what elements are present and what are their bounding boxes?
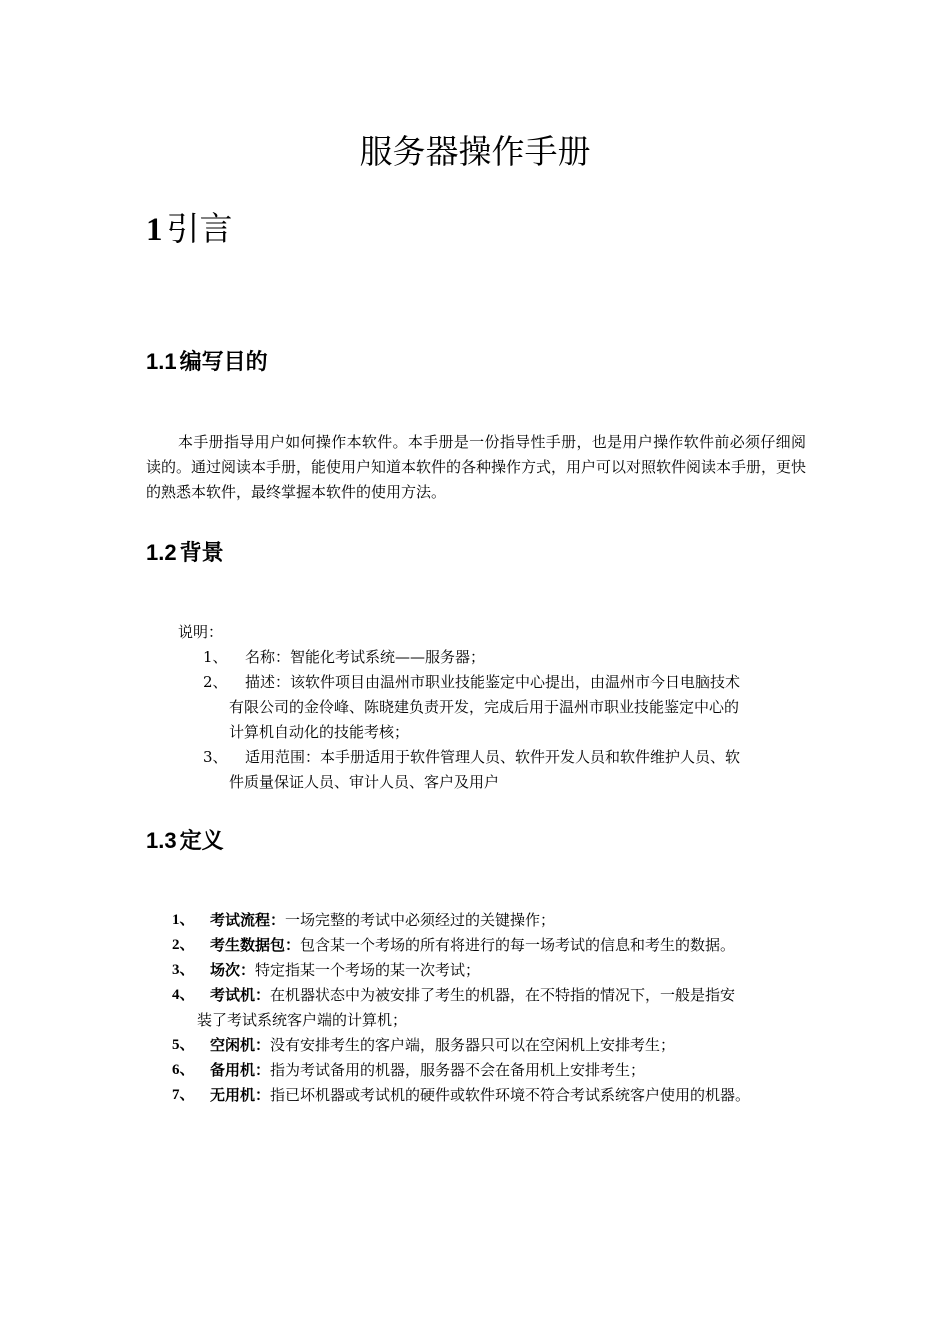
definition-text: 特定指某一个考场的某一次考试； — [255, 961, 481, 979]
section-number: 1.2 — [146, 540, 177, 565]
definition-number: 5、 — [172, 1037, 195, 1053]
section-title: 背景 — [179, 541, 224, 566]
definition-number: 3、 — [172, 962, 195, 978]
background-item-text: 适用范围：本手册适用于软件管理人员、软件开发人员和软件维护人员、软 — [245, 748, 741, 766]
background-item-number: 3、 — [203, 748, 228, 766]
section-title: 定义 — [179, 829, 224, 854]
background-item-text: 件质量保证人员、审计人员、客户及用户 — [229, 773, 500, 791]
definition-term: 空闲机： — [210, 1036, 271, 1054]
definition-number: 7、 — [172, 1087, 195, 1103]
definition-number: 6、 — [172, 1062, 195, 1078]
background-intro: 说明： — [178, 623, 224, 641]
document-title: 服务器操作手册 — [359, 132, 591, 171]
section-number: 1.3 — [146, 828, 177, 853]
background-item-text: 描述：该软件项目由温州市职业技能鉴定中心提出，由温州市今日电脑技术 — [245, 673, 741, 691]
definition-text: 指为考试备用的机器，服务器不会在备用机上安排考生； — [270, 1061, 646, 1079]
definition-item — [210, 933, 735, 958]
definition-text: 没有安排考生的客户端，服务器只可以在空闲机上安排考生； — [270, 1036, 676, 1054]
definition-text: 指已坏机器或考试机的硬件或软件环境不符合考试系统客户使用的机器。 — [270, 1086, 751, 1104]
section-number: 1 — [146, 212, 163, 248]
definition-text: 在机器状态中为被安排了考生的机器，在不特指的情况下，一般是指安 — [270, 986, 736, 1004]
definition-item — [210, 1083, 750, 1108]
definition-number: 4、 — [172, 987, 195, 1003]
background-item-text: 计算机自动化的技能考核； — [229, 723, 410, 741]
definition-item — [210, 1033, 675, 1058]
definition-text: 包含某一个考场的所有将进行的每一场考试的信息和考生的数据。 — [300, 936, 736, 954]
background-item-text: 名称：智能化考试系统——服务器； — [245, 648, 486, 666]
definition-term: 考生数据包： — [210, 936, 301, 954]
background-item-text: 有限公司的金伶峰、陈晓建负责开发，完成后用于温州市职业技能鉴定中心的 — [229, 698, 740, 716]
background-item-number: 2、 — [203, 673, 228, 691]
section-1-heading — [146, 206, 233, 253]
background-item-number: 1、 — [203, 648, 228, 666]
section-1-2-heading — [146, 538, 224, 569]
definition-item — [210, 908, 555, 933]
definition-term: 考试机： — [210, 986, 271, 1004]
definition-term: 备用机： — [210, 1061, 271, 1079]
section-title: 编写目的 — [179, 350, 268, 375]
definition-term: 考试流程： — [210, 911, 286, 929]
section-1-1-heading — [146, 347, 268, 378]
definition-number: 1、 — [172, 912, 195, 928]
section-1-3-heading — [146, 826, 224, 857]
definition-number: 2、 — [172, 937, 195, 953]
definition-item — [210, 1058, 645, 1083]
definition-item — [210, 983, 735, 1008]
definition-text: 一场完整的考试中必须经过的关键操作； — [285, 911, 556, 929]
definition-term: 无用机： — [210, 1086, 271, 1104]
definition-item — [210, 958, 480, 983]
definition-term: 场次： — [210, 961, 256, 979]
definition-text: 装了考试系统客户端的计算机； — [197, 1011, 408, 1029]
purpose-paragraph: 本手册指导用户如何操作本软件。本手册是一份指导性手册，也是用户操作软件前必须仔细阅读的。通过阅读本手册，能使用户知道本软件的各种操作方式，用户可以对照软件阅读本手册，更快的熟悉本软件，最终掌握本软件的使用方法。 — [146, 433, 807, 501]
section-number: 1.1 — [146, 349, 177, 374]
section-title: 引言 — [166, 209, 233, 248]
